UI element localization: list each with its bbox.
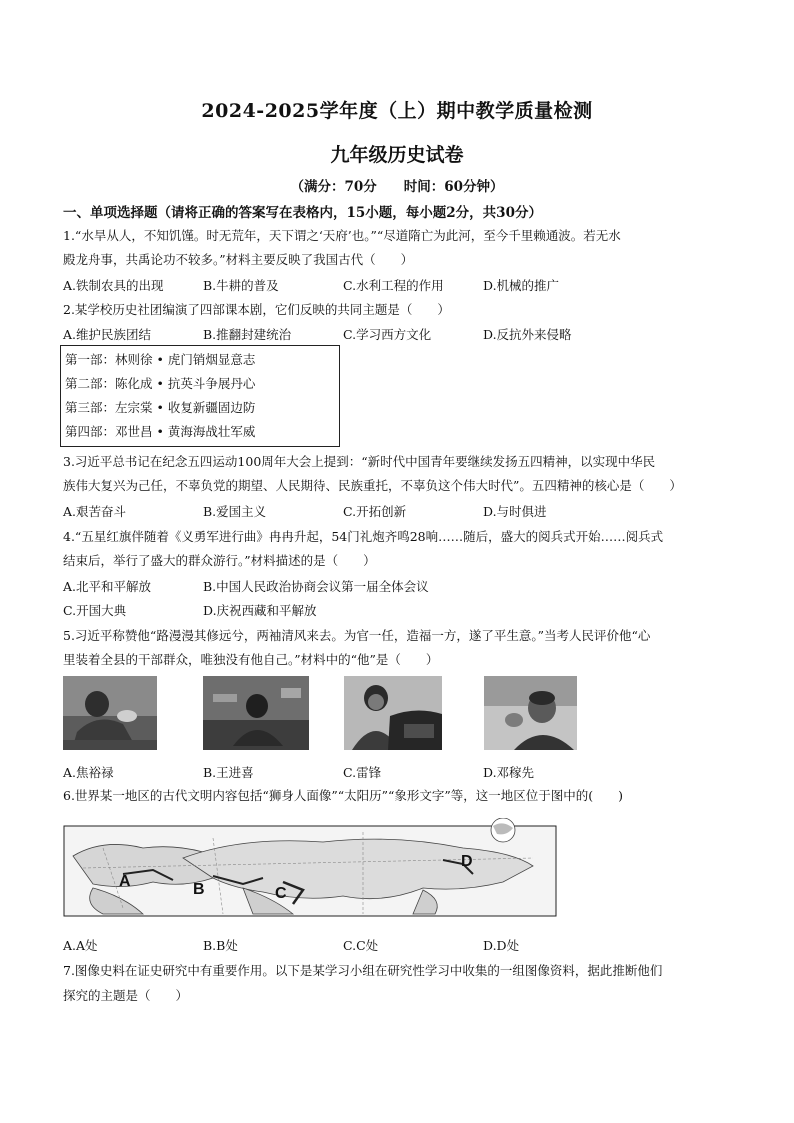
q5-stem-line1: 5.习近平称赞他“路漫漫其修远兮，两袖清风来去。为官一任，造福一方，遂了平生意。”当考人民评价他“心 (63, 628, 651, 643)
q4-option-a: A.北平和平解放 (63, 579, 152, 594)
photo-jiao-yulu (63, 676, 157, 750)
photo-lei-feng (344, 676, 442, 750)
q4-option-b: B.中国人民政治协商会议第一届全体会议 (203, 579, 429, 594)
q5-option-b: B.王进喜 (203, 765, 254, 780)
q3-option-b: B.爱国主义 (203, 504, 267, 519)
q1-option-b: B.牛耕的普及 (203, 278, 279, 293)
q3-stem-line1: 3.习近平总书记在纪念五四运动100周年大会上提到：“新时代中国青年要继续发扬五四精神，以实现中华民 (63, 454, 656, 469)
q1-option-d: D.机械的推广 (483, 278, 560, 293)
photo-deng-jiaxian (484, 676, 577, 750)
q4-option-d: D.庆祝西藏和平解放 (203, 603, 317, 618)
map-label-a: A (119, 873, 131, 890)
q2-option-d: D.反抗外来侵略 (483, 327, 572, 342)
q1-option-a: A.铁制农具的出现 (63, 278, 164, 293)
exam-subject: 九年级历史试卷 (330, 144, 464, 166)
q3-option-c: C.开拓创新 (343, 504, 407, 519)
q2-stem: 2.某学校历史社团编演了四部课本剧，它们反映的共同主题是（ ） (63, 302, 450, 317)
q2-option-b: B.推翻封建统治 (203, 327, 292, 342)
q6-option-b: B.B处 (203, 938, 238, 953)
q6-option-a: A.A处 (63, 938, 98, 953)
photo-wang-jinxi (203, 676, 309, 750)
q7-stem-line1: 7.图像史料在证史研究中有重要作用。以下是某学习小组在研究性学习中收集的一组图像资料，据此推断他们 (63, 963, 663, 978)
q6-world-map (63, 818, 557, 918)
q1-stem-line2: 殿龙舟事，共禹论功不较多。”材料主要反映了我国古代（ ） (63, 252, 414, 267)
map-label-b: B (193, 881, 205, 898)
q2-material-box (60, 345, 340, 447)
q2-option-c: C.学习西方文化 (343, 327, 432, 342)
q6-option-d: D.D处 (483, 938, 520, 953)
section-title: 一、单项选择题（请将正确的答案写在表格内，15小题，每小题2分，共30分） (63, 205, 542, 221)
q6-stem: 6.世界某一地区的古代文明内容包括“狮身人面像”“太阳历”“象形文字”等，这一地区位于图中的( ) (63, 788, 624, 803)
q3-option-a: A.艰苦奋斗 (63, 504, 127, 519)
q4-stem-line2: 结束后，举行了盛大的群众游行。”材料描述的是（ ） (63, 553, 376, 568)
q7-stem-line2: 探究的主题是（ ） (63, 988, 189, 1003)
q2-box-line: 第二部：陈化成 • 抗英斗争展丹心 (65, 376, 256, 391)
q2-box-line: 第一部：林则徐 • 虎门销烟显意志 (65, 352, 256, 367)
q3-option-d: D.与时俱进 (483, 504, 547, 519)
q4-option-c: C.开国大典 (63, 603, 127, 618)
q5-option-a: A.焦裕禄 (63, 765, 114, 780)
q1-stem-line1: 1.“水旱从人，不知饥馑。时无荒年，天下谓之‘天府’也。”“尽道隋亡为此河，至今千里赖通波。若无水 (63, 228, 621, 243)
q5-option-c: C.雷锋 (343, 765, 382, 780)
q2-option-a: A.维护民族团结 (63, 327, 152, 342)
q6-option-c: C.C处 (343, 938, 379, 953)
q1-option-c: C.水利工程的作用 (343, 278, 444, 293)
exam-title: 2024-2025学年度（上）期中教学质量检测 (201, 100, 593, 122)
q3-stem-line2: 族伟大复兴为己任，不辜负党的期望、人民期待、民族重托，不辜负这个伟大时代”。五四精神的核心是（ ） (63, 478, 682, 493)
exam-info: （满分：70分 时间：60分钟） (290, 179, 504, 195)
q5-option-d: D.邓稼先 (483, 765, 535, 780)
q2-box-line: 第三部：左宗棠 • 收复新疆固边防 (65, 400, 256, 415)
map-label-d: D (461, 853, 473, 870)
q5-stem-line2: 里装着全县的干部群众，唯独没有他自己。”材料中的“他”是（ ） (63, 652, 439, 667)
q4-stem-line1: 4.“五星红旗伴随着《义勇军进行曲》冉冉升起，54门礼炮齐鸣28响……随后，盛大的阅兵式开始……阅兵式 (63, 529, 664, 544)
map-label-c: C (275, 885, 287, 902)
q2-box-line: 第四部：邓世昌 • 黄海海战壮军威 (65, 424, 256, 439)
